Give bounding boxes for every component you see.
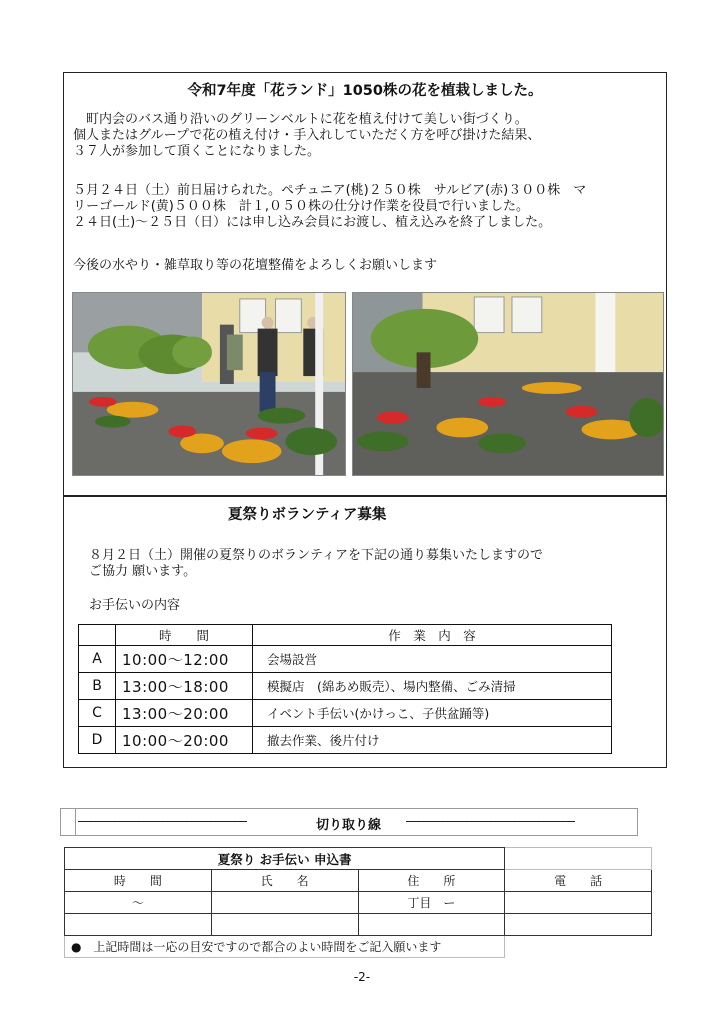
volunteer-section-title: 夏祭りボランティア募集 [228, 507, 387, 523]
row-work: 模擬店 (綿あめ販売）、場内整備、ごみ清掃 [253, 673, 612, 700]
table-row [79, 646, 612, 673]
form-header-phone: 電 話 [505, 870, 652, 892]
form-header-name: 氏 名 [211, 870, 358, 892]
cut-line-left-dashes: ―――――――――――――― [78, 814, 246, 829]
row-id: B [79, 673, 116, 700]
form-phone-field[interactable] [505, 892, 652, 914]
form-note-blank [505, 936, 652, 958]
table-header-work: 作 業 内 容 [253, 625, 612, 646]
table-row [79, 727, 612, 754]
table-row [79, 700, 612, 727]
table-header-row [79, 625, 612, 646]
cut-line-right-dashes: ―――――――――――――― [406, 814, 574, 829]
bullet-icon: ● [71, 940, 82, 954]
row-id: A [79, 646, 116, 673]
form-name-field[interactable] [211, 892, 358, 914]
table-header-time: 時 間 [116, 625, 253, 646]
form-entry-row[interactable] [65, 914, 652, 936]
flower-paragraph-1: 町内会のバス通り沿いのグリーンベルトに花を植え付けて美しい街づくり。 個人またはグループで花の植え付け・手入れしていただく方を呼び掛けた結果、 ３７人が参加して頂くことになりました。 [73, 112, 541, 159]
row-work: 撤去作業、後片付け [253, 727, 612, 754]
flower-planting-photo-2 [352, 292, 664, 476]
form-time-field[interactable] [65, 914, 212, 936]
volunteer-intro: ８月２日（土）開催の夏祭りのボランティアを下記の通り募集いたしますので ご協力 願います。 [89, 548, 543, 579]
form-header-time: 時 間 [65, 870, 212, 892]
volunteer-schedule-table [78, 624, 612, 754]
row-time: 10:00～12:00 [116, 646, 253, 673]
form-time-field[interactable]: ～ [65, 892, 212, 914]
cut-line-left-border [75, 808, 76, 836]
form-note-row [65, 936, 652, 958]
table-row [79, 673, 612, 700]
form-entry-row[interactable] [65, 892, 652, 914]
form-address-field[interactable] [358, 914, 505, 936]
row-time: 10:00～20:00 [116, 727, 253, 754]
volunteer-subheading: お手伝いの内容 [89, 598, 181, 613]
row-time: 13:00～20:00 [116, 700, 253, 727]
form-note-cell [65, 936, 505, 958]
application-form-table [64, 847, 652, 958]
row-id: C [79, 700, 116, 727]
photo-2-illustration [353, 293, 663, 475]
cut-line-label: 切り取り線 [316, 818, 382, 833]
flower-section-title: 令和7年度「花ランド」1050株の花を植栽しました。 [187, 83, 543, 99]
form-note: 上記時間は一応の目安ですので都合のよい時間をご記入願います [93, 940, 442, 954]
form-title-row [65, 848, 652, 870]
row-work: 会場設営 [253, 646, 612, 673]
row-id: D [79, 727, 116, 754]
form-title-blank [505, 848, 652, 870]
flower-paragraph-2: ５月２４日（土）前日届けられた。ペチュニア(桃)２５０株 サルビア(赤)３００株 マ リーゴールド(黄)５００株 計１,０５０株の仕分け作業を役員で行いました。 ２４日(土)～２５日（日）には申し込み会員にお渡し、植え込みを終了しました。 [73, 183, 587, 230]
photo-1-illustration [73, 293, 345, 475]
row-work: イベント手伝い(かけっこ、子供盆踊等) [253, 700, 612, 727]
table-header-id [79, 625, 116, 646]
form-phone-field[interactable] [505, 914, 652, 936]
form-address-field[interactable]: 丁目 ー [358, 892, 505, 914]
flower-planting-photo-1 [72, 292, 346, 476]
row-time: 13:00～18:00 [116, 673, 253, 700]
form-header-address: 住 所 [358, 870, 505, 892]
flower-paragraph-3: 今後の水やり・雑草取り等の花壇整備をよろしくお願いします [73, 258, 438, 273]
page-number: -2- [353, 970, 371, 984]
form-name-field[interactable] [211, 914, 358, 936]
form-header-row [65, 870, 652, 892]
form-title: 夏祭り お手伝い 申込書 [65, 848, 505, 870]
